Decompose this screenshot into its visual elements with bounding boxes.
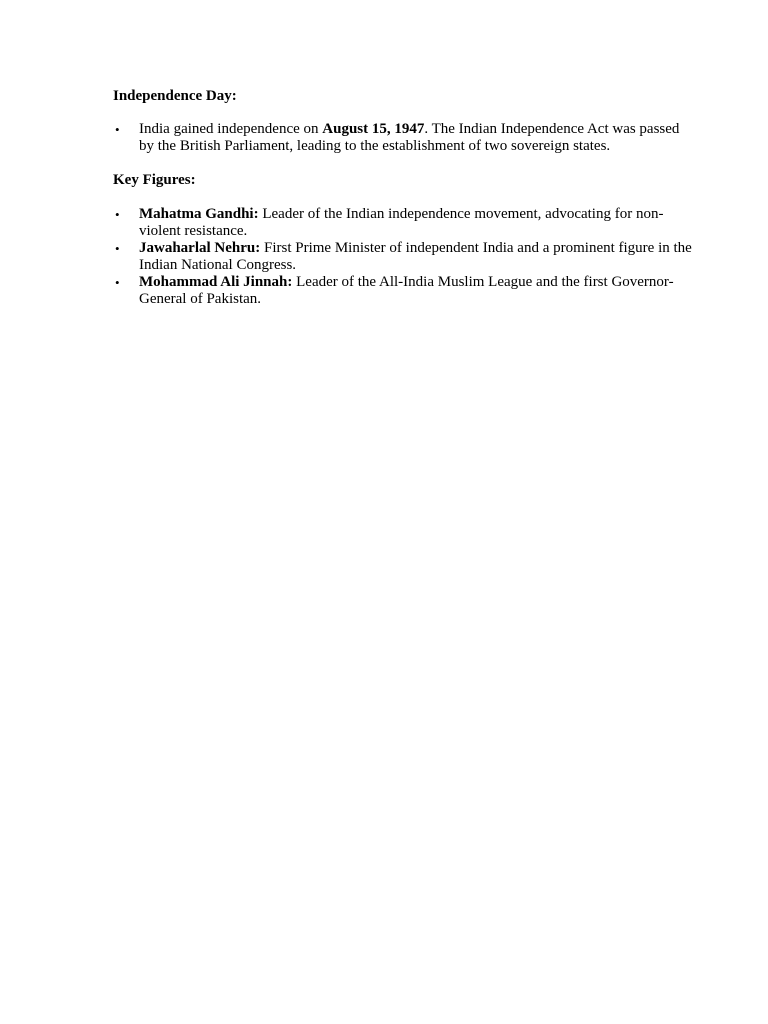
list-item (113, 240, 693, 274)
figure-description: First Prime Minister of independent India and a prominent figure in the Indian National Congress. (139, 240, 692, 273)
list-item-text (139, 206, 663, 239)
figure-name: Mahatma Gandhi: (139, 206, 259, 222)
bullet-icon: • (115, 207, 120, 222)
figure-name: Mohammad Ali Jinnah: (139, 274, 293, 290)
list-item-text (139, 121, 679, 154)
section-heading-independence-day: Independence Day: (113, 88, 237, 104)
independence-day-list (113, 121, 693, 155)
key-figures-list (113, 206, 693, 308)
list-item (113, 121, 693, 155)
figure-description: Leader of the Indian independence movement, advocating for non-violent resistance. (139, 206, 664, 239)
bullet-icon: • (115, 275, 120, 290)
bullet-icon: • (115, 122, 120, 137)
list-item-text (139, 240, 692, 273)
list-item (113, 274, 693, 308)
item-date: August 15, 1947 (322, 121, 425, 137)
bullet-icon: • (115, 241, 120, 256)
figure-description: Leader of the All-India Muslim League and the first Governor-General of Pakistan. (139, 274, 674, 307)
figure-name: Jawaharlal Nehru: (139, 240, 261, 256)
section-heading-key-figures: Key Figures: (113, 172, 196, 188)
item-prefix: India gained independence on (139, 121, 323, 137)
item-suffix: . The Indian Independence Act was passed by the British Parliament, leading to the establishment of two sovereign states. (139, 121, 680, 154)
list-item-text (139, 274, 674, 307)
list-item (113, 206, 693, 240)
